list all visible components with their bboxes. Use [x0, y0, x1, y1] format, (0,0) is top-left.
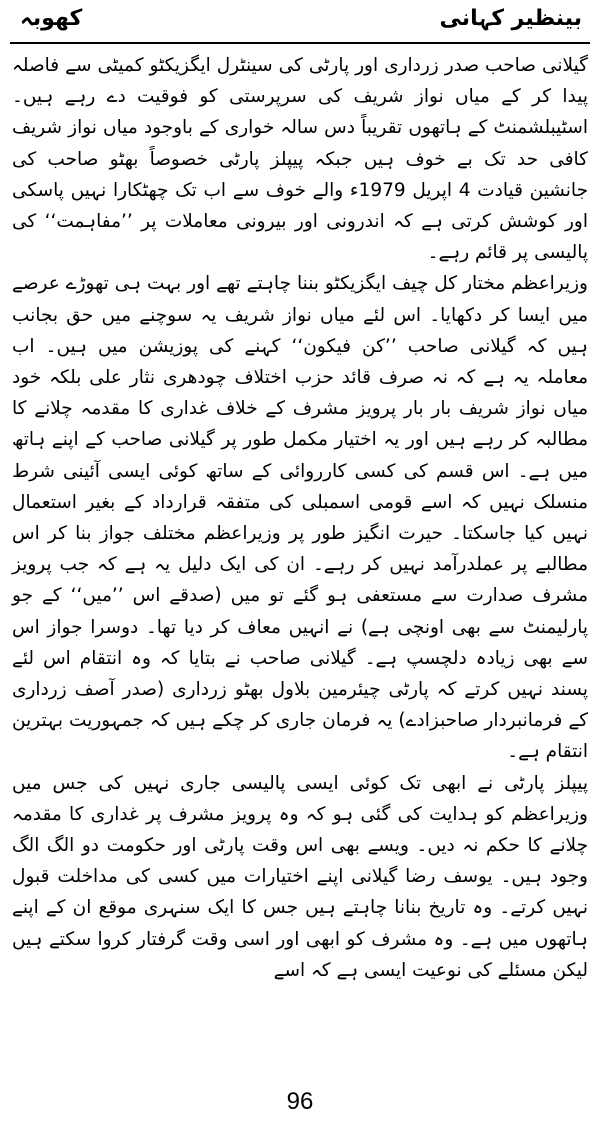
paragraph-2: وزیراعظم مختار کل چیف ایگزیکٹو بننا چاہتے تھے اور بہت ہی تھوڑے عرصے میں ایسا کر دکھایا۔ اس لئے میاں نواز شریف یہ سوچنے میں حق بجانب ہیں کہ گیلانی صاحب ’’کن فیکون‘‘ کہنے کی پوزیشن میں ہیں۔ اب معاملہ یہ ہے کہ نہ صرف قائد حزب اختلاف چودھری نثار علی بلکہ خود میاں نواز شریف بار بار پرویز مشرف کے خلاف غداری کا مقدمہ چلانے کا مطالبہ کر رہے ہیں اور یہ اختیار مکمل طور پر گیلانی صاحب کے اپنے ہاتھ میں ہے۔ اس قسم کی کسی کارروائی کے ساتھ کوئی ایسی آئینی شرط منسلک نہیں کہ اسے قومی اسمبلی کی متفقہ قرارداد کے بغیر استعمال نہیں کیا جاسکتا۔ حیرت انگیز طور پر وزیراعظم مختلف جواز بنا کر اس مطالبے پر عملدرآمد نہیں کر رہے۔ ان کی ایک دلیل یہ ہے کہ جب پرویز مشرف صدارت سے مستعفی ہو گئے تو میں (صدقے اس ’’میں‘‘ کے جو پارلیمنٹ سے بھی اونچی ہے) نے انہیں معاف کر دیا تھا۔ دوسرا جواز اس سے بھی زیادہ دلچسپ ہے۔ گیلانی صاحب نے بتایا کہ وہ انتقام اس لئے پسند نہیں کرتے کہ پارٹی چیئرمین بلاول بھٹو زرداری (صدر آصف زرداری کے فرمانبردار صاحبزادے) یہ فرمان جاری کر چکے ہیں کہ جمہوریت بہترین انتقام ہے۔ [12, 273, 588, 763]
chapter-title: کھوبہ [20, 6, 83, 31]
page-header [10, 4, 590, 40]
paragraph-3: پیپلز پارٹی نے ابھی تک کوئی ایسی پالیسی جاری نہیں کی جس میں وزیراعظم کو ہدایت کی گئی ہو کہ وہ پرویز مشرف پر غداری کا مقدمہ چلانے کا حکم نہ دیں۔ ویسے بھی اس وقت پارٹی اور حکومت دو الگ الگ وجود ہیں۔ یوسف رضا گیلانی اپنے اختیارات میں کسی کی مداخلت قبول نہیں کرتے۔ وہ تاریخ بنانا چاہتے ہیں جس کا ایک سنہری موقع ان کے اپنے ہاتھوں میں ہے۔ وہ مشرف کو ابھی اور اسی وقت گرفتار کروا سکتے ہیں لیکن مسئلے کی نوعیت ایسی ہے کہ اسے [12, 772, 589, 981]
header-divider [10, 42, 590, 44]
body-text [12, 50, 588, 986]
book-title: بینظیر کہانی [439, 6, 582, 31]
paragraph-1: گیلانی صاحب صدر زرداری اور پارٹی کی سینٹرل ایگزیکٹو کمیٹی سے فاصلہ پیدا کر کے میاں نواز شریف کی سرپرستی کو فوقیت دے رہے ہیں۔ اسٹیبلشمنٹ کے ہاتھوں تقریباً دس سالہ خواری کے باوجود میاں نواز شریف کافی حد تک بے خوف ہیں جبکہ پیپلز پارٹی خصوصاً بھٹو صاحب کی جانشین قیادت 4 اپریل 1979ء والے خوف سے اب تک چھٹکارا نہیں پاسکی اور کوشش کرتی ہے کہ اندرونی اور بیرونی معاملات پر ’’مفاہمت‘‘ کی پالیسی پر قائم رہے۔ [12, 55, 589, 264]
page-number: 96 [286, 1088, 314, 1115]
